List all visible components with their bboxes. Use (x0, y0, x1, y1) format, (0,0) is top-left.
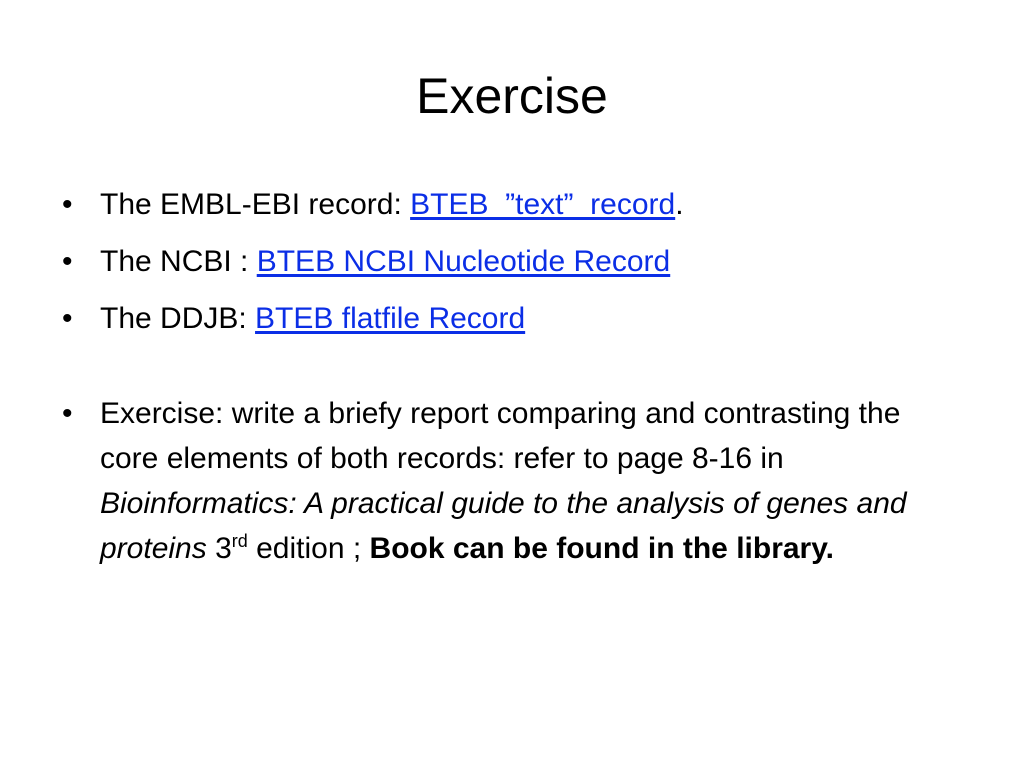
edition-word: edition ; (247, 532, 370, 565)
slide-title: Exercise (416, 68, 608, 124)
bullet-embl-ebi (62, 182, 962, 227)
book-title: Bioinformatics: A practical guide to the analysis of genes and proteins (100, 487, 907, 565)
bullet-text: The NCBI : (100, 245, 257, 278)
edition-number: 3 (206, 532, 232, 565)
bullet-suffix: . (675, 188, 684, 221)
bullet-dot: • (62, 302, 73, 335)
edition-superscript: rd (231, 531, 248, 551)
bullet-dot: • (62, 397, 73, 430)
bullet-text: The DDJB: (100, 302, 256, 335)
library-note: Book can be found in the library. (369, 532, 835, 565)
ddjb-flatfile-record-link[interactable]: BTEB flatfile Record (255, 302, 526, 335)
bullet-dot: • (62, 188, 73, 221)
bullet-exercise (62, 391, 962, 571)
bullet-dot: • (62, 245, 73, 278)
bullet-ncbi (62, 239, 962, 284)
embl-ebi-record-link[interactable]: BTEB_”text”_record (410, 188, 676, 221)
ncbi-record-link[interactable]: BTEB NCBI Nucleotide Record (256, 245, 671, 278)
bullet-list (62, 182, 962, 571)
exercise-text: Exercise: write a briefy report comparing and contrasting the core elements of both records: refer to page 8-16 in (100, 397, 901, 475)
slide-body (62, 182, 962, 583)
bullet-text: The EMBL-EBI record: (100, 188, 411, 221)
bullet-ddjb (62, 296, 962, 341)
